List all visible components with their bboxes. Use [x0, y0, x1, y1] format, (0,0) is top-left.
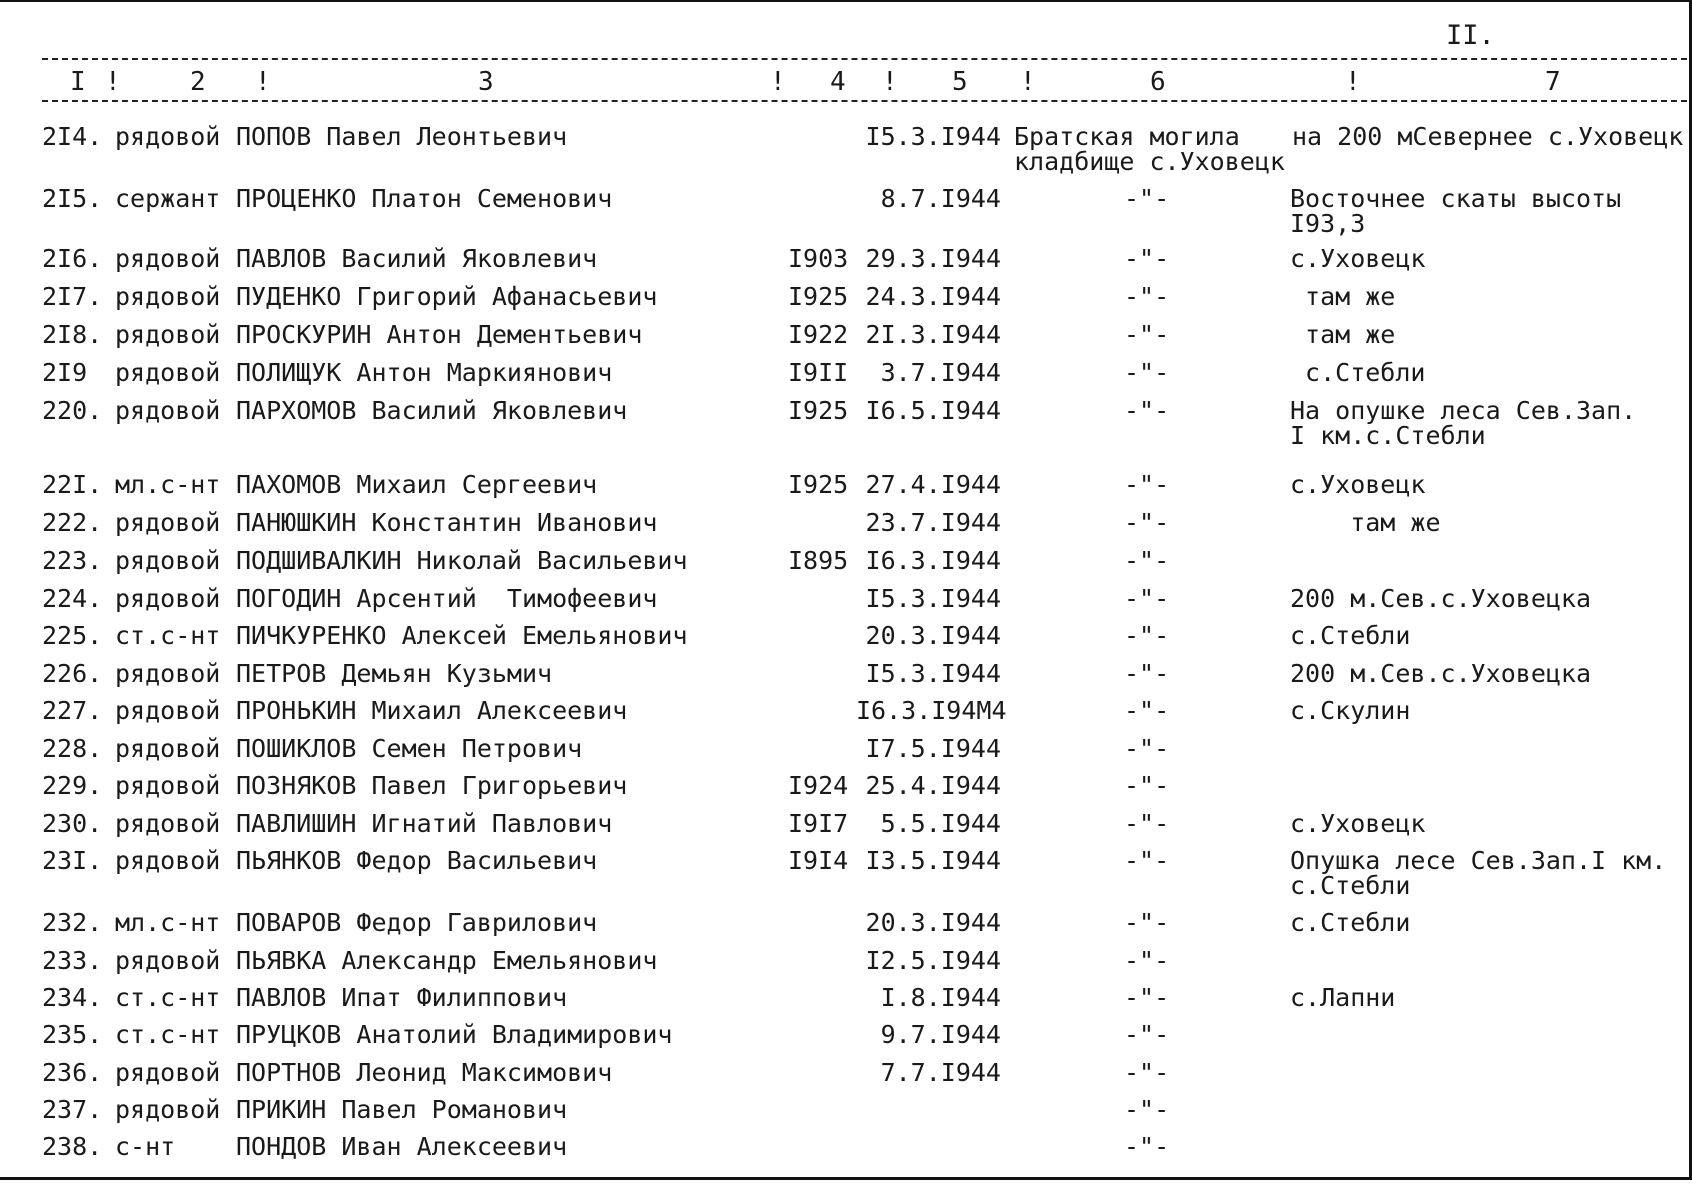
entry-location: с.Стебли [1290, 621, 1411, 650]
col-header-6: 6 [1150, 67, 1166, 97]
entry-number: 220. [42, 396, 103, 425]
entry-rank: рядовой [115, 282, 221, 311]
col-header-7: 7 [1545, 67, 1561, 97]
entry-name: ПАВЛОВ Ипат Филиппович [236, 983, 568, 1012]
entry-number: 23I. [42, 846, 103, 875]
entry-burial-place: -"- [1124, 396, 1170, 425]
entry-rank: рядовой [115, 122, 221, 151]
entry-location: с.Скулин [1290, 696, 1411, 725]
entry-death-date: 24.3.I944 [865, 282, 1001, 311]
entry-number: 226. [42, 659, 103, 688]
entry-birth-year: I9I7 [788, 809, 849, 838]
entry-death-date: 8.7.I944 [880, 184, 1001, 213]
entry-death-date: I3.5.I944 [865, 846, 1001, 875]
entry-death-date: 27.4.I944 [865, 470, 1001, 499]
table-row [0, 186, 1692, 246]
entry-birth-year: I925 [788, 396, 849, 425]
entry-name: ПУДЕНКО Григорий Афанасьевич [236, 282, 658, 311]
entry-name: ПЬЯНКОВ Федор Васильевич [236, 846, 598, 875]
entry-death-date: I2.5.I944 [865, 946, 1001, 975]
entry-rank: рядовой [115, 320, 221, 349]
entry-burial-place: -"- [1124, 282, 1170, 311]
entry-number: 236. [42, 1058, 103, 1087]
entry-rank: ст.с-нт [115, 983, 221, 1012]
entry-rank: рядовой [115, 846, 221, 875]
entry-rank: рядовой [115, 696, 221, 725]
entry-name: ПОЛИЩУК Антон Маркиянович [236, 358, 613, 387]
entry-rank: рядовой [115, 1095, 221, 1124]
entry-burial-place: -"- [1124, 184, 1170, 213]
entry-burial-place: -"- [1124, 1132, 1170, 1161]
entry-name: ПОДШИВАЛКИН Николай Васильевич [236, 546, 688, 575]
entry-number: 22I. [42, 470, 103, 499]
entry-name: ПОВАРОВ Федор Гаврилович [236, 908, 598, 937]
entry-number: 237. [42, 1095, 103, 1124]
entry-location: там же [1290, 508, 1441, 537]
entry-death-date: I6.3.I94M4 [856, 696, 1007, 725]
col-sep: ! [255, 67, 271, 97]
entry-rank: рядовой [115, 946, 221, 975]
header-top-rule [42, 58, 1687, 60]
entry-rank: рядовой [115, 244, 221, 273]
entry-name: ПОГОДИН Арсентий Тимофеевич [236, 584, 658, 613]
table-row [0, 124, 1692, 184]
entry-birth-year: I903 [788, 244, 849, 273]
entry-rank: рядовой [115, 546, 221, 575]
entry-death-date: 23.7.I944 [865, 508, 1001, 537]
entry-name: ПРИКИН Павел Романович [236, 1095, 568, 1124]
entry-burial-place: -"- [1124, 546, 1170, 575]
entry-name: ПАВЛОВ Василий Яковлевич [236, 244, 598, 273]
entry-number: 235. [42, 1020, 103, 1049]
entry-name: ПАВЛИШИН Игнатий Павлович [236, 809, 613, 838]
entry-name: ПРУЦКОВ Анатолий Владимирович [236, 1020, 673, 1049]
entry-death-date: 20.3.I944 [865, 621, 1001, 650]
col-header-2: 2 [190, 67, 206, 97]
entry-number: 234. [42, 983, 103, 1012]
entry-number: 233. [42, 946, 103, 975]
entry-burial-place: -"- [1124, 470, 1170, 499]
entry-rank: мл.с-нт [115, 470, 221, 499]
entry-number: 2I8. [42, 320, 103, 349]
entry-location: там же [1290, 282, 1396, 311]
col-sep: ! [882, 67, 898, 97]
entry-death-date: 9.7.I944 [880, 1020, 1001, 1049]
col-sep: ! [770, 67, 786, 97]
entry-location: на 200 мСевернее с.Уховецк [1292, 122, 1684, 151]
entry-number: 2I6. [42, 244, 103, 273]
entry-number: 228. [42, 734, 103, 763]
page-number: II. [1446, 20, 1495, 51]
entry-burial-place: -"- [1124, 244, 1170, 273]
entry-burial-place: -"- [1124, 696, 1170, 725]
entry-birth-year: I922 [788, 320, 849, 349]
entry-death-date: I6.5.I944 [865, 396, 1001, 425]
col-header-3: 3 [478, 67, 494, 97]
col-header-4: 4 [830, 67, 846, 97]
entry-death-date: I6.3.I944 [865, 546, 1001, 575]
entry-rank: рядовой [115, 396, 221, 425]
entry-death-date: 20.3.I944 [865, 908, 1001, 937]
entry-burial-place: -"- [1124, 1058, 1170, 1087]
entry-burial-place: -"- [1124, 983, 1170, 1012]
entry-name: ПОПОВ Павел Леонтьевич [236, 122, 568, 151]
entry-number: 224. [42, 584, 103, 613]
entry-rank: рядовой [115, 659, 221, 688]
table-row [0, 1134, 1692, 1194]
entry-burial-place: -"- [1124, 1095, 1170, 1124]
entry-name: ПРОНЬКИН Михаил Алексеевич [236, 696, 628, 725]
entry-number: 225. [42, 621, 103, 650]
entry-name: ПАНЮШКИН Константин Иванович [236, 508, 658, 537]
entry-birth-year: I924 [788, 771, 849, 800]
entry-rank: рядовой [115, 1058, 221, 1087]
entry-location: с.Уховецк [1290, 809, 1426, 838]
entry-burial-place: -"- [1124, 1020, 1170, 1049]
entry-name: ПОНДОВ Иван Алексеевич [236, 1132, 568, 1161]
entry-number: 230. [42, 809, 103, 838]
entry-number: 2I7. [42, 282, 103, 311]
table-row [0, 848, 1692, 908]
entry-location: с.Лапни [1290, 983, 1396, 1012]
entry-death-date: 29.3.I944 [865, 244, 1001, 273]
entry-rank: ст.с-нт [115, 621, 221, 650]
entry-burial-place: -"- [1124, 809, 1170, 838]
entry-location: с.Стебли [1290, 908, 1411, 937]
entry-rank: рядовой [115, 809, 221, 838]
entry-death-date: 5.5.I944 [880, 809, 1001, 838]
entry-location: Восточнее скаты высоты I93,3 [1290, 184, 1622, 238]
entry-death-date: I5.3.I944 [865, 122, 1001, 151]
entry-burial-place: -"- [1124, 621, 1170, 650]
col-sep: ! [1345, 67, 1361, 97]
entry-birth-year: I9I4 [788, 846, 849, 875]
entry-burial-place: -"- [1124, 946, 1170, 975]
table-row [0, 398, 1692, 458]
entry-location: 200 м.Сев.с.Уховецка [1290, 659, 1592, 688]
entry-rank: рядовой [115, 771, 221, 800]
entry-death-date: 25.4.I944 [865, 771, 1001, 800]
entry-rank: с-нт [115, 1132, 176, 1161]
entry-rank: сержант [115, 184, 221, 213]
entry-death-date: 7.7.I944 [880, 1058, 1001, 1087]
entry-location: На опушке леса Сев.Зап. I км.с.Стебли [1290, 396, 1637, 450]
entry-burial-place: -"- [1124, 846, 1170, 875]
entry-death-date: I5.3.I944 [865, 584, 1001, 613]
entry-burial-place: -"- [1124, 320, 1170, 349]
entry-rank: рядовой [115, 584, 221, 613]
entry-location: Опушка лесе Сев.Зап.I км. с.Стебли [1290, 846, 1667, 900]
header-bottom-rule [42, 100, 1687, 102]
col-header-5: 5 [952, 67, 968, 97]
entry-number: 222. [42, 508, 103, 537]
entry-location: там же [1290, 320, 1396, 349]
entry-death-date: 2I.3.I944 [865, 320, 1001, 349]
entry-number: 227. [42, 696, 103, 725]
entry-name: ПАРХОМОВ Василий Яковлевич [236, 396, 628, 425]
entry-death-date: 3.7.I944 [880, 358, 1001, 387]
entry-location: 200 м.Сев.с.Уховецка [1290, 584, 1592, 613]
entry-burial-place: -"- [1124, 659, 1170, 688]
entry-rank: рядовой [115, 734, 221, 763]
entry-rank: рядовой [115, 358, 221, 387]
entry-birth-year: I925 [788, 470, 849, 499]
entry-name: ПЬЯВКА Александр Емельянович [236, 946, 658, 975]
entry-location: с.Уховецк [1290, 470, 1426, 499]
entry-death-date: I7.5.I944 [865, 734, 1001, 763]
entry-name: ПЕТРОВ Демьян Кузьмич [236, 659, 553, 688]
entry-location: с.Уховецк [1290, 244, 1426, 273]
entry-name: ПАХОМОВ Михаил Сергеевич [236, 470, 598, 499]
col-header-1: I [70, 67, 86, 97]
entry-name: ПРОЦЕНКО Платон Семенович [236, 184, 613, 213]
entry-burial-place: -"- [1124, 908, 1170, 937]
entry-burial-place: -"- [1124, 771, 1170, 800]
entry-rank: рядовой [115, 508, 221, 537]
entry-number: 2I9 [42, 358, 88, 387]
entry-burial-place: -"- [1124, 734, 1170, 763]
entry-number: 2I5. [42, 184, 103, 213]
entry-name: ПИЧКУРЕНКО Алексей Емельянович [236, 621, 688, 650]
entry-name: ПОШИКЛОВ Семен Петрович [236, 734, 583, 763]
entry-birth-year: I925 [788, 282, 849, 311]
entry-location: с.Стебли [1290, 358, 1426, 387]
entry-number: 232. [42, 908, 103, 937]
entry-burial-place: -"- [1124, 584, 1170, 613]
entry-birth-year: I895 [788, 546, 849, 575]
entry-name: ПОЗНЯКОВ Павел Григорьевич [236, 771, 628, 800]
entry-name: ПОРТНОВ Леонид Максимович [236, 1058, 613, 1087]
entry-rank: ст.с-нт [115, 1020, 221, 1049]
entry-burial-place: -"- [1124, 508, 1170, 537]
entry-number: 223. [42, 546, 103, 575]
entry-death-date: I5.3.I944 [865, 659, 1001, 688]
entry-burial-place: Братская могила кладбище с.Уховецк [1014, 122, 1285, 176]
entry-rank: мл.с-нт [115, 908, 221, 937]
col-sep: ! [1020, 67, 1036, 97]
col-sep: ! [105, 67, 121, 97]
entry-number: 2I4. [42, 122, 103, 151]
entry-number: 238. [42, 1132, 103, 1161]
entry-number: 229. [42, 771, 103, 800]
entry-birth-year: I9II [788, 358, 849, 387]
entry-burial-place: -"- [1124, 358, 1170, 387]
entry-name: ПРОСКУРИН Антон Дементьевич [236, 320, 643, 349]
entry-death-date: I.8.I944 [880, 983, 1001, 1012]
